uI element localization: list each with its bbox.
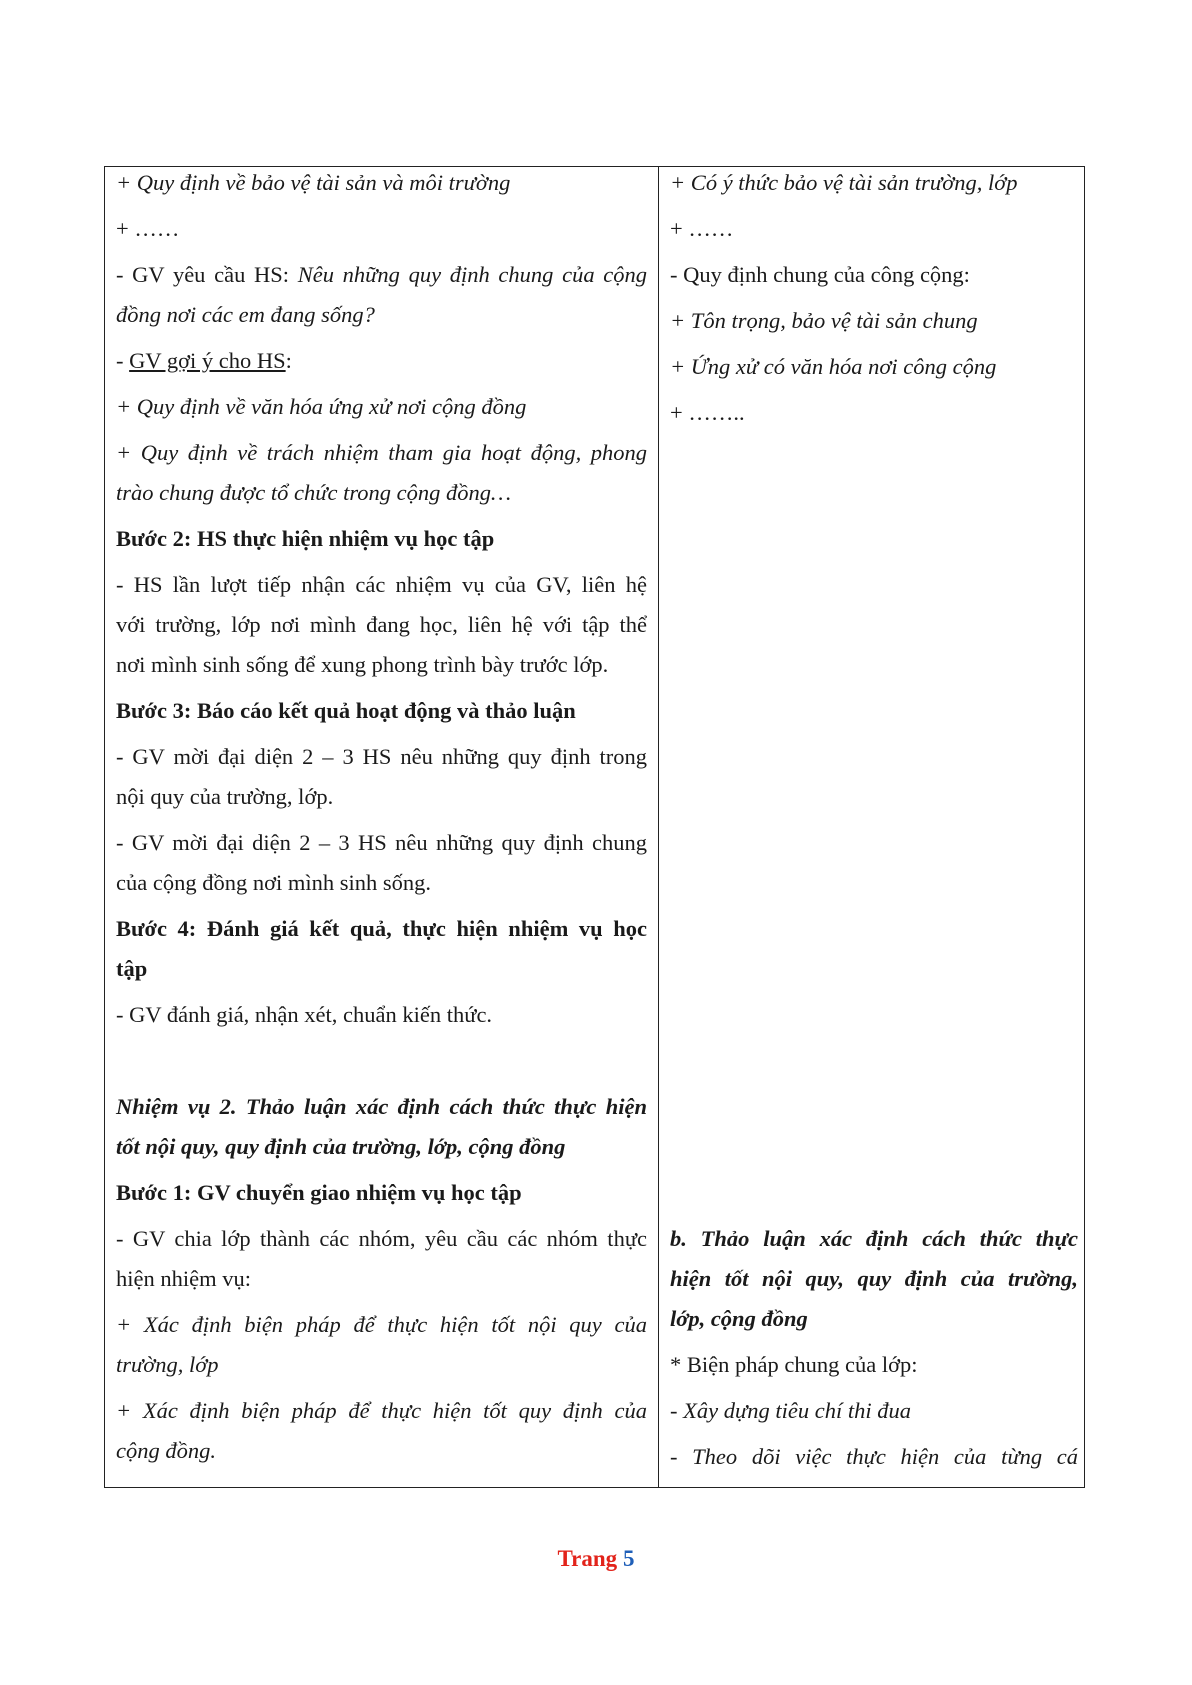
text-line: - Quy định chung của công cộng: xyxy=(670,262,970,287)
text-line: + Quy định về văn hóa ứng xử nơi cộng đồng xyxy=(116,394,527,419)
page-number: 5 xyxy=(622,1546,635,1571)
page-footer xyxy=(0,1546,1192,1572)
text-line: + …….. xyxy=(670,400,745,425)
text-line: - HS lần lượt tiếp nhận các nhiệm vụ của GV, liên hệ xyxy=(116,572,647,597)
text-line: - GV mời đại diện 2 – 3 HS nêu những quy định chung xyxy=(116,830,647,855)
section-heading: lớp, cộng đồng xyxy=(670,1306,808,1331)
text-line: trường, lớp xyxy=(116,1352,219,1377)
text-line: - GV đánh giá, nhận xét, chuẩn kiến thức. xyxy=(116,1002,493,1027)
step-heading: Bước 3: Báo cáo kết quả hoạt động và thảo luận xyxy=(116,698,576,723)
question-text: Nêu những quy định chung của cộng xyxy=(297,262,647,287)
text-segment: - GV yêu cầu HS: xyxy=(116,262,298,287)
step-heading: tập xyxy=(116,956,148,981)
text-line: cộng đồng. xyxy=(116,1438,216,1463)
text-line: - Xây dựng tiêu chí thi đua xyxy=(670,1398,911,1423)
text-line: của cộng đồng nơi mình sinh sống. xyxy=(116,870,431,895)
task-heading: tốt nội quy, quy định của trường, lớp, cộng đồng xyxy=(116,1134,566,1159)
text-line: + Quy định về bảo vệ tài sản và môi trường xyxy=(116,170,511,195)
underlined-text: GV gợi ý cho HS xyxy=(129,348,286,373)
text-line: nơi mình sinh sống để xung phong trình bày trước lớp. xyxy=(116,652,609,677)
text-line: với trường, lớp nơi mình đang học, liên hệ với tập thể xyxy=(116,612,647,637)
step-heading: Bước 1: GV chuyển giao nhiệm vụ học tập xyxy=(116,1180,522,1205)
text-line: + …… xyxy=(670,216,734,241)
text-line: - Theo dõi việc thực hiện của từng cá xyxy=(670,1444,1078,1469)
step-heading: Bước 4: Đánh giá kết quả, thực hiện nhiệm vụ học xyxy=(116,916,647,941)
text-line: + …… xyxy=(116,216,180,241)
text-line: + Xác định biện pháp để thực hiện tốt nội quy của xyxy=(116,1312,647,1337)
text-line xyxy=(116,261,647,289)
text-line: hiện nhiệm vụ: xyxy=(116,1266,251,1291)
text-line: nội quy của trường, lớp. xyxy=(116,784,334,809)
text-line: * Biện pháp chung của lớp: xyxy=(670,1352,918,1377)
section-heading: hiện tốt nội quy, quy định của trường, xyxy=(670,1266,1078,1291)
text-line: - GV chia lớp thành các nhóm, yêu cầu các nhóm thực xyxy=(116,1226,647,1251)
text-line: + Xác định biện pháp để thực hiện tốt quy định của xyxy=(116,1398,647,1423)
text-line: + Ứng xử có văn hóa nơi công cộng xyxy=(670,354,997,379)
task-heading: Nhiệm vụ 2. Thảo luận xác định cách thức thực hiện xyxy=(116,1094,647,1119)
text-line: + Tôn trọng, bảo vệ tài sản chung xyxy=(670,308,978,333)
page-label: Trang xyxy=(557,1546,618,1571)
text-line: + Có ý thức bảo vệ tài sản trường, lớp xyxy=(670,170,1018,195)
text-line: - GV mời đại diện 2 – 3 HS nêu những quy định trong xyxy=(116,744,647,769)
text-line: đồng nơi các em đang sống? xyxy=(116,302,375,327)
section-heading: b. Thảo luận xác định cách thức thực xyxy=(670,1226,1078,1251)
column-divider xyxy=(658,167,659,1487)
text-line: + Quy định về trách nhiệm tham gia hoạt động, phong xyxy=(116,440,647,465)
text-segment: : xyxy=(285,348,292,373)
text-line xyxy=(116,347,647,375)
text-segment: - xyxy=(116,348,130,373)
step-heading: Bước 2: HS thực hiện nhiệm vụ học tập xyxy=(116,526,495,551)
text-line: trào chung được tổ chức trong cộng đồng… xyxy=(116,480,512,505)
lesson-table xyxy=(104,166,1085,1488)
